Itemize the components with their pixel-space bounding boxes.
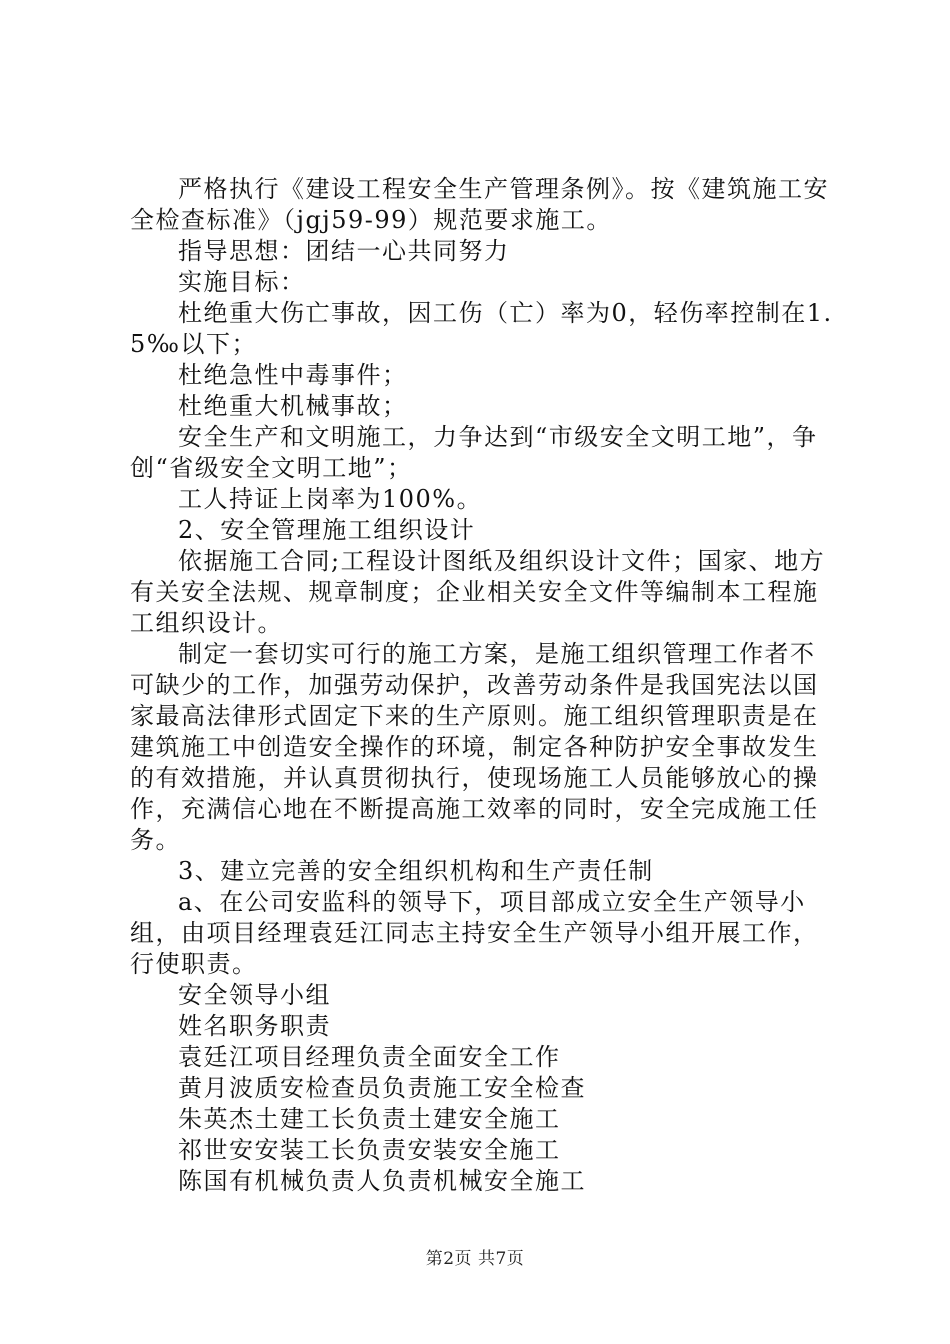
document-body xyxy=(130,174,836,1197)
table-title: 安全领导小组 xyxy=(178,981,331,1009)
paragraph-goal-injury-rate: 杜绝重大伤亡事故，因工伤（亡）率为0，轻伤率控制在1.5‰以下； xyxy=(130,299,833,358)
page-number-footer: 第2页 共7页 xyxy=(425,1249,525,1269)
paragraph-goal-certification: 工人持证上岗率为100%。 xyxy=(178,485,483,513)
paragraph-regulations: 严格执行《建设工程安全生产管理条例》。按《建筑施工安全检查标准》（jgj59-99）规范要求施工。 xyxy=(130,175,829,234)
table-row: 祁世安安装工长负责安装安全施工 xyxy=(178,1136,561,1164)
table-row: 朱英杰土建工长负责土建安全施工 xyxy=(178,1105,561,1133)
table-row: 陈国有机械负责人负责机械安全施工 xyxy=(178,1167,586,1195)
paragraph-goal-civilized-site: 安全生产和文明施工，力争达到“市级安全文明工地”，争创“省级安全文明工地”； xyxy=(130,423,818,482)
section-heading-2: 2、安全管理施工组织设计 xyxy=(178,516,476,544)
paragraph-goal-machinery: 杜绝重大机械事故； xyxy=(178,392,408,420)
paragraph-construction-plan: 制定一套切实可行的施工方案，是施工组织管理工作者不可缺少的工作，加强劳动保护，改善劳动条件是我国宪法以国家最高法律形式固定下来的生产原则。施工组织管理职责是在建筑施工中创造安全操作的环境，制定各种防护安全事故发生的有效措施，并认真贯彻执行，使现场施工人员能够放心的操作，充满信心地在不断提高施工效率的同时，安全完成施工任务。 xyxy=(130,640,819,854)
paragraph-leadership-group: a、在公司安监科的领导下，项目部成立安全生产领导小组，由项目经理袁廷江同志主持安全生产领导小组开展工作，行使职责。 xyxy=(130,888,819,978)
table-row: 袁廷江项目经理负责全面安全工作 xyxy=(178,1043,561,1071)
paragraph-guiding-idea: 指导思想：团结一心共同努力 xyxy=(178,237,510,265)
section-heading-3: 3、建立完善的安全组织机构和生产责任制 xyxy=(178,857,654,885)
paragraph-basis: 依据施工合同;工程设计图纸及组织设计文件；国家、地方有关安全法规、规章制度；企业相关安全文件等编制本工程施工组织设计。 xyxy=(130,547,826,637)
table-header-row: 姓名职务职责 xyxy=(178,1012,331,1040)
table-row: 黄月波质安检查员负责施工安全检查 xyxy=(178,1074,586,1102)
paragraph-goals-heading: 实施目标： xyxy=(178,268,306,296)
paragraph-goal-poisoning: 杜绝急性中毒事件； xyxy=(178,361,408,389)
